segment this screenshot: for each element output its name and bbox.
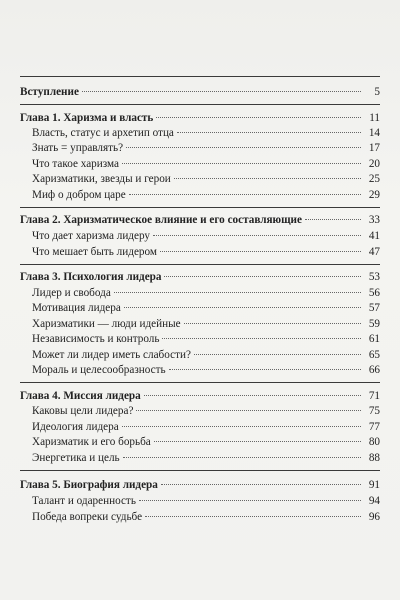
dot-leader [164,276,361,277]
divider [20,382,380,383]
toc-chapter [20,388,380,404]
toc-page: 88 [368,452,380,464]
dot-leader [123,457,361,458]
toc-title: Что мешает быть лидером [32,246,157,258]
toc-section [20,347,380,363]
toc-title: Мотивация лидера [32,302,121,314]
toc-page: 56 [368,287,380,299]
toc-page: 59 [368,318,380,330]
toc-chapter [20,477,380,493]
divider [20,104,380,105]
toc-section [20,187,380,203]
dot-leader [144,395,361,396]
toc-section [20,419,380,435]
toc-page: 14 [368,127,380,139]
toc-page: 33 [368,214,380,226]
toc-section [20,300,380,316]
toc-title: Миф о добром царе [32,189,126,201]
toc-section [20,493,380,509]
toc-title: Что такое харизма [32,158,119,170]
dot-leader [126,147,361,148]
toc-section [20,450,380,466]
dot-leader [162,338,361,339]
dot-leader [145,516,361,517]
toc-title: Что дает харизма лидеру [32,230,150,242]
toc-section [20,434,380,450]
toc-page: 17 [368,142,380,154]
divider [20,207,380,208]
dot-leader [160,251,361,252]
dot-leader [114,292,361,293]
dot-leader [174,178,361,179]
toc-title: Глава 5. Биография лидера [20,479,158,491]
dot-leader [161,484,361,485]
toc-title: Лидер и свобода [32,287,111,299]
toc-section [20,403,380,419]
dot-leader [129,194,361,195]
toc-title: Харизматики, звезды и герои [32,173,171,185]
dot-leader [136,410,361,411]
toc-chapter [20,110,380,126]
toc-section [20,362,380,378]
toc-page: 29 [368,189,380,201]
toc-section [20,316,380,332]
toc-page: 41 [368,230,380,242]
toc-title: Глава 3. Психология лидера [20,271,162,283]
toc-title: Каковы цели лидера? [32,405,134,417]
toc-page: 96 [368,511,380,523]
toc-intro [20,84,380,100]
toc-title: Вступление [20,86,79,98]
toc-title: Энергетика и цель [32,452,120,464]
toc-page: 61 [368,333,380,345]
toc-title: Победа вопреки судьбе [32,511,143,523]
toc-section [20,171,380,187]
divider [20,264,380,265]
toc-section [20,228,380,244]
dot-leader [139,500,361,501]
toc-page: 75 [368,405,380,417]
toc-page: 66 [368,364,380,376]
toc-page: 71 [368,390,380,402]
toc-title: Глава 4. Миссия лидера [20,390,141,402]
toc-chapter [20,269,380,285]
toc-title: Харизматики — люди идейные [32,318,181,330]
toc-section [20,509,380,525]
toc-title: Глава 2. Харизматическое влияние и его составляющие [20,214,302,226]
toc-page: 20 [368,158,380,170]
divider [20,76,380,77]
toc-page: 77 [368,421,380,433]
dot-leader [177,132,361,133]
dot-leader [124,307,361,308]
divider [20,470,380,471]
dot-leader [184,323,361,324]
toc-section [20,331,380,347]
toc-page: 5 [374,86,380,98]
toc-section [20,285,380,301]
dot-leader [122,426,361,427]
toc-page: 57 [368,302,380,314]
dot-leader [194,354,361,355]
dot-leader [153,235,361,236]
toc-title: Знать = управлять? [32,142,124,154]
toc-chapter [20,212,380,228]
dot-leader [156,117,361,118]
toc-page: 53 [368,271,380,283]
toc-page: 94 [368,495,380,507]
toc-page: 47 [368,246,380,258]
dot-leader [169,369,361,370]
toc-section [20,140,380,156]
toc-page: 80 [368,436,380,448]
toc-title: Харизматик и его борьба [32,436,151,448]
dot-leader [82,91,361,92]
toc-page: 25 [368,173,380,185]
toc-page: 91 [368,479,380,491]
toc-title: Глава 1. Харизма и власть [20,112,154,124]
toc-page: 65 [368,349,380,361]
toc-section [20,125,380,141]
toc-title: Талант и одаренность [32,495,136,507]
toc-page: 11 [369,112,380,124]
toc-title: Может ли лидер иметь слабости? [32,349,191,361]
dot-leader [154,441,361,442]
toc-section [20,156,380,172]
dot-leader [305,219,361,220]
toc-title: Независимость и контроль [32,333,160,345]
toc-section [20,244,380,260]
toc-title: Идеология лидера [32,421,119,433]
dot-leader [122,163,361,164]
toc-title: Мораль и целесообразность [32,364,166,376]
toc-title: Власть, статус и архетип отца [32,127,174,139]
